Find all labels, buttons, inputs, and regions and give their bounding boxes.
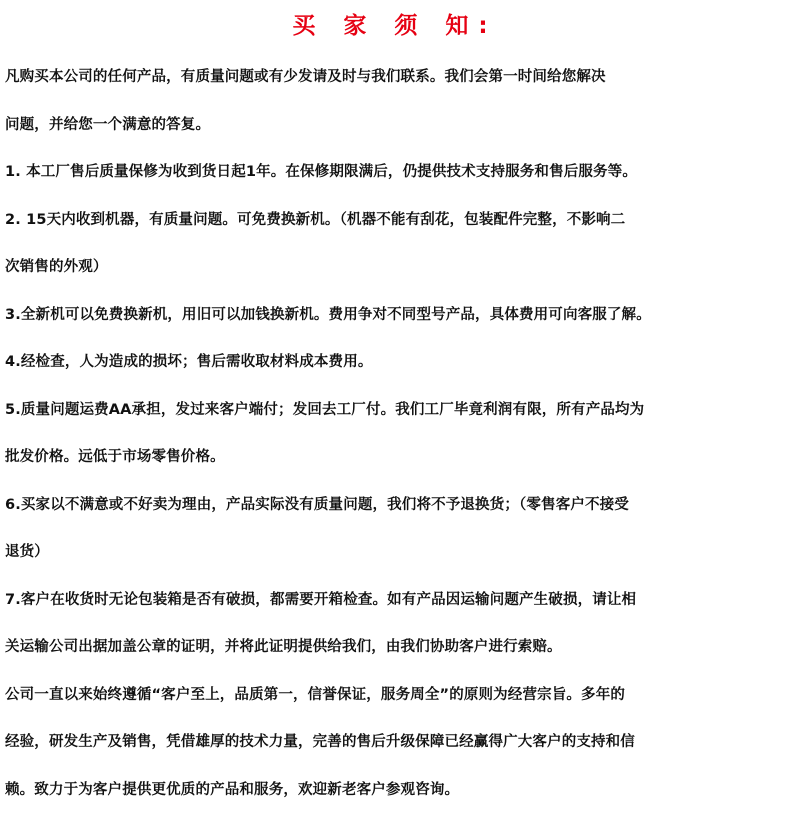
notice-title: 买 家 须 知: [292,13,498,39]
notice-line: 公司一直以来始终遵循“客户至上，品质第一，信誉保证，服务周全”的原则为经营宗旨。多年的 [5,686,626,703]
notice-line: 6.买家以不满意或不好卖为理由，产品实际没有质量问题，我们将不予退换货；（零售客户不接受 [5,496,629,513]
notice-line: 关运输公司出据加盖公章的证明，并将此证明提供给我们，由我们协助客户进行索赔。 [5,639,562,655]
notice-line: 批发价格。远低于市场零售价格。 [5,449,225,465]
notice-body [5,54,790,814]
notice-line: 赖。致力于为客户提供更优质的产品和服务，欢迎新老客户参观咨询。 [5,781,460,798]
notice-line: 1. 本工厂售后质量保修为收到货日起1年。在保修期限满后，仍提供技术支持服务和售后服务等。 [5,164,637,180]
notice-line: 4.经检查，人为造成的损坏；售后需收取材料成本费用。 [5,354,373,370]
notice-line: 退货） [5,544,49,560]
notice-line: 2. 15天内收到机器，有质量问题。可免费换新机。（机器不能有刮花，包装配件完整，不影响二 [5,211,626,228]
notice-line: 3.全新机可以免费换新机，用旧可以加钱换新机。费用争对不同型号产品，具体费用可向客服了解。 [5,306,651,323]
notice-line: 5.质量问题运费AA承担，发过来客户端付；发回去工厂付。我们工厂毕竟利润有限，所有产品均为 [5,401,645,418]
notice-line: 7.客户在收货时无论包装箱是否有破损，都需要开箱检查。如有产品因运输问题产生破损，请让相 [5,591,637,608]
notice-line: 问题，并给您一个满意的答复。 [5,116,211,133]
notice-line: 经验，研发生产及销售，凭借雄厚的技术力量，完善的售后升级保障已经赢得广大客户的支持和信 [5,734,635,750]
notice-line: 凡购买本公司的任何产品，有质量问题或有少发请及时与我们联系。我们会第一时间给您解决 [5,69,606,85]
notice-line: 次销售的外观） [5,259,108,275]
